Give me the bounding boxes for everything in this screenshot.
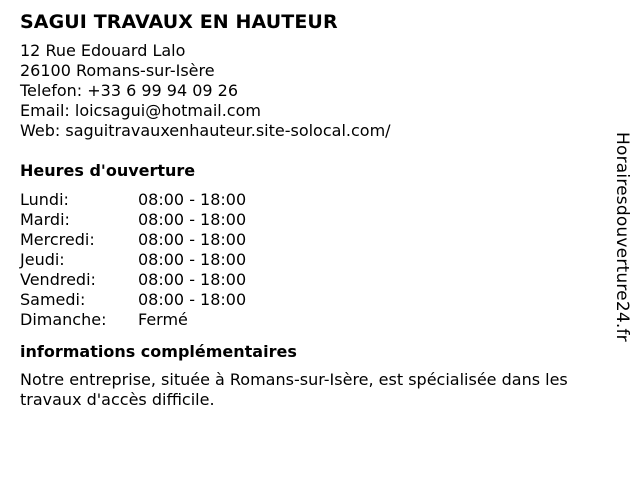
hours-row-sunday <box>20 310 246 330</box>
business-name: SAGUI TRAVAUX EN HAUTEUR <box>20 11 338 33</box>
hours-row-saturday <box>20 290 246 310</box>
day-label: Mercredi: <box>20 230 95 249</box>
phone-number[interactable]: Telefon: +33 6 99 94 09 26 <box>20 81 239 100</box>
day-label: Samedi: <box>20 290 86 309</box>
address-street: 12 Rue Edouard Lalo <box>20 41 186 60</box>
opening-hours-table <box>20 190 246 330</box>
email-address[interactable]: Email: loicsagui@hotmail.com <box>20 101 261 120</box>
hours-row-monday <box>20 190 246 210</box>
business-card <box>20 9 620 410</box>
day-hours: 08:00 - 18:00 <box>138 290 247 309</box>
day-hours: 08:00 - 18:00 <box>138 230 247 249</box>
hours-row-wednesday <box>20 230 246 250</box>
day-hours: Fermé <box>138 310 188 329</box>
day-label: Lundi: <box>20 190 69 209</box>
site-watermark: Horairesdouverture24.fr <box>612 132 632 342</box>
day-label: Vendredi: <box>20 270 96 289</box>
hours-row-thursday <box>20 250 246 270</box>
day-hours: 08:00 - 18:00 <box>138 210 247 229</box>
day-label: Dimanche: <box>20 310 107 329</box>
day-hours: 08:00 - 18:00 <box>138 190 247 209</box>
hours-row-tuesday <box>20 210 246 230</box>
website-link[interactable]: Web: saguitravauxenhauteur.site-solocal.com/ <box>20 121 391 140</box>
address-city: 26100 Romans-sur-Isère <box>20 61 215 80</box>
day-hours: 08:00 - 18:00 <box>138 270 247 289</box>
day-label: Jeudi: <box>20 250 65 269</box>
business-description: Notre entreprise, située à Romans-sur-Isère, est spécialisée dans les travaux d'accès difficile. <box>20 370 568 409</box>
day-label: Mardi: <box>20 210 70 229</box>
additional-info-heading: informations complémentaires <box>20 342 297 361</box>
day-hours: 08:00 - 18:00 <box>138 250 247 269</box>
hours-row-friday <box>20 270 246 290</box>
opening-hours-heading: Heures d'ouverture <box>20 161 196 180</box>
